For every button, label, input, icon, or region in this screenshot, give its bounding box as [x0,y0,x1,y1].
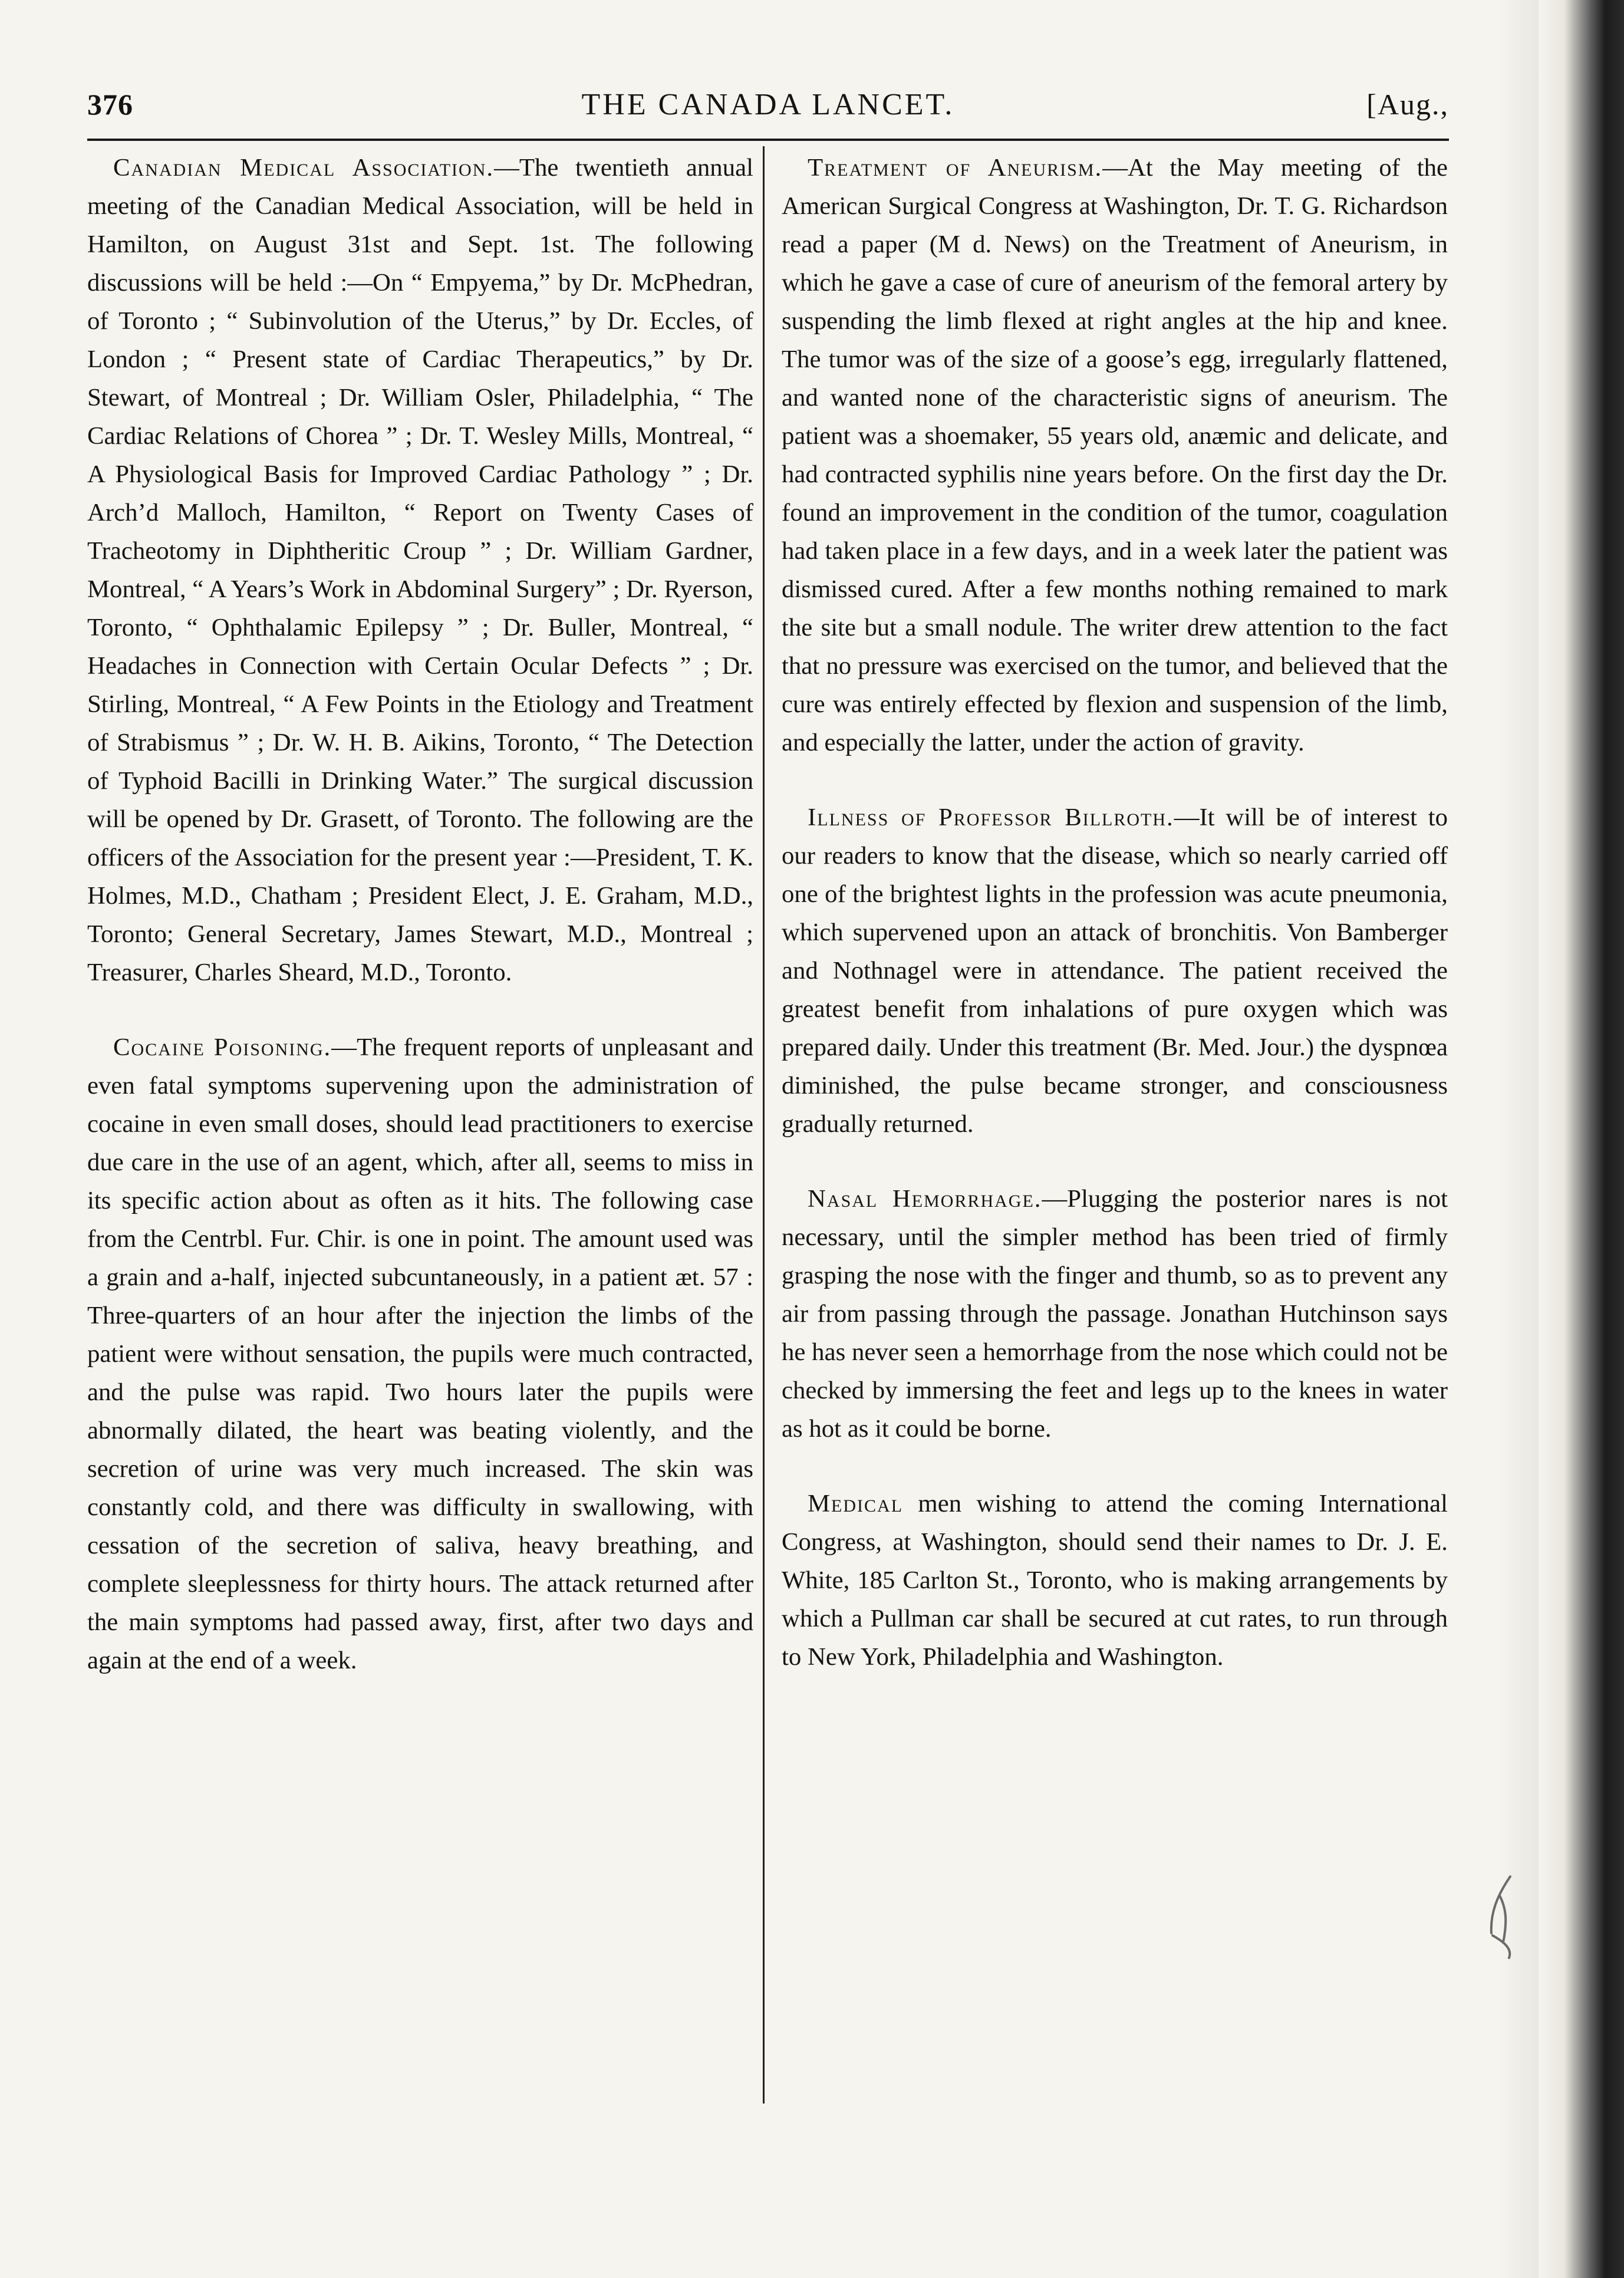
article-paragraph [87,149,753,992]
article-heading: Canadian Medical Association. [113,154,495,182]
article-paragraph [782,1180,1448,1448]
article-body: —The frequent reports of unpleasant and even fatal symptoms supervening upon the administration of cocaine in even small doses, should lead practitioners to exercise due care in the use of an agent, which, after all, seems to miss in its specific action about as often as it hits. The following case from the Centrbl. Fur. Chir. is one in point. The amount used was a grain and a-half, injected subcuntaneously, in a patient æt. 57 : Three-quarters of an hour after the injection the limbs of the patient were without sensation, the pupils were much contracted, and the pulse was rapid. Two hours later the pupils were abnormally dilated, the heart was beating violently, and the secretion of urine was very much increased. The skin was constantly cold, and there was difficulty in swallowing, with cessation of the secretion of saliva, heavy breathing, and complete sleeplessness for thirty hours. The attack returned after the main symptoms had passed away, first, after two days and again at the end of a week. [87,1033,753,1674]
header-rule [87,139,1449,141]
article-paragraph [782,798,1448,1143]
pencil-mark [1480,1872,1521,1960]
article-illness-of-billroth [782,798,1448,1143]
article-heading: Illness of Professor Billroth. [808,804,1174,831]
article-body: men wishing to attend the coming International Congress, at Washington, should send their names to Dr. J. E. White, 185 Carlton St., Toronto, who is making arrangements by which a Pullman car shall be secured at cut rates, to run through to New York, Philadelphia and Washington. [782,1490,1448,1671]
column-divider [763,146,765,2103]
article-body: —At the May meeting of the American Surgical Congress at Washington, Dr. T. G. Richardson read a paper (M d. News) on the Treatment of Aneurism, in which he gave a case of cure of aneurism of the femoral artery by suspending the limb flexed at right angles at the hip and knee. The tumor was of the size of a goose’s egg, irregularly flattened, and wanted none of the characteristic signs of aneurism. The patient was a shoemaker, 55 years old, anæmic and delicate, and had contracted syphilis nine years before. On the first day the Dr. found an improvement in the condition of the tumor, coagulation had taken place in a few days, and in a week later the patient was dismissed cured. After a few months nothing remained to mark the site but a small nodule. The writer drew attention to the fact that no pressure was exercised on the tumor, and believed that the cure was entirely effected by flexion and suspension of the limb, and especially the latter, under the action of gravity. [782,154,1448,756]
article-paragraph [782,149,1448,762]
article-body: —The twentieth annual meeting of the Canadian Medical Association, will be held in Hamilton, on August 31st and Sept. 1st. The following discussions will be held :—On “ Empyema,” by Dr. McPhedran, of Toronto ; “ Subinvolution of the Uterus,” by Dr. Eccles, of London ; “ Present state of Cardiac Therapeutics,” by Dr. Stewart, of Montreal ; Dr. William Osler, Philadelphia, “ The Cardiac Relations of Chorea ” ; Dr. T. Wesley Mills, Montreal, “ A Physiological Basis for Improved Cardiac Pathology ” ; Dr. Arch’d Malloch, Hamilton, “ Report on Twenty Cases of Tracheotomy in Diphtheritic Croup ” ; Dr. William Gardner, Montreal, “ A Years’s Work in Abdominal Surgery” ; Dr. Ryerson, Toronto, “ Ophthalamic Epilepsy ” ; Dr. Buller, Montreal, “ Headaches in Connection with Certain Ocular Defects ” ; Dr. Stirling, Montreal, “ A Few Points in the Etiology and Treatment of Strabismus ” ; Dr. W. H. B. Aikins, Toronto, “ The Detection of Typhoid Bacilli in Drinking Water.” The surgical discussion will be opened by Dr. Grasett, of Toronto. The following are the officers of the Association for the present year :—President, T. K. Holmes, M.D., Chatham ; President Elect, J. E. Graham, M.D., Toronto; General Secretary, James Stewart, M.D., Montreal ; Treasurer, Charles Sheard, M.D., Toronto. [87,154,753,986]
left-column [87,149,753,1716]
journal-title: THE CANADA LANCET. [581,88,955,121]
page-number: 376 [87,88,133,121]
issue-month: [Aug., [1366,88,1449,121]
article-cocaine-poisoning [87,1028,753,1680]
article-paragraph [87,1028,753,1680]
article-body: —Plugging the posterior nares is not necessary, until the simpler method has been tried of firmly grasping the nose with the finger and thumb, so as to prevent any air from passing through the passage. Jonathan Hutchinson says he has never seen a hemorrhage from the nose which could not be checked by immersing the feet and legs up to the knees in water as hot as it could be borne. [782,1185,1448,1443]
running-header [87,87,1449,134]
article-paragraph [782,1484,1448,1676]
article-canadian-medical-association [87,149,753,992]
article-heading: Treatment of Aneurism. [808,154,1103,182]
article-heading: Medical [808,1490,904,1517]
article-body: —It will be of interest to our readers to know that the disease, which so nearly carried off one of the brightest lights in the profession was acute pneumonia, which supervened upon an attack of bronchitis. Von Bamberger and Nothnagel were in attendance. The patient received the greatest benefit from inhalations of pure oxygen which was prepared daily. Under this treatment (Br. Med. Jour.) the dyspnœa diminished, the pulse became stronger, and consciousness gradually returned. [782,804,1448,1138]
article-heading: Nasal Hemorrhage. [808,1185,1042,1213]
article-treatment-of-aneurism [782,149,1448,762]
article-international-congress [782,1484,1448,1676]
book-spine-edge [1539,0,1624,2278]
article-heading: Cocaine Poisoning. [113,1033,332,1061]
right-column [782,149,1448,1713]
article-nasal-hemorrhage [782,1180,1448,1448]
